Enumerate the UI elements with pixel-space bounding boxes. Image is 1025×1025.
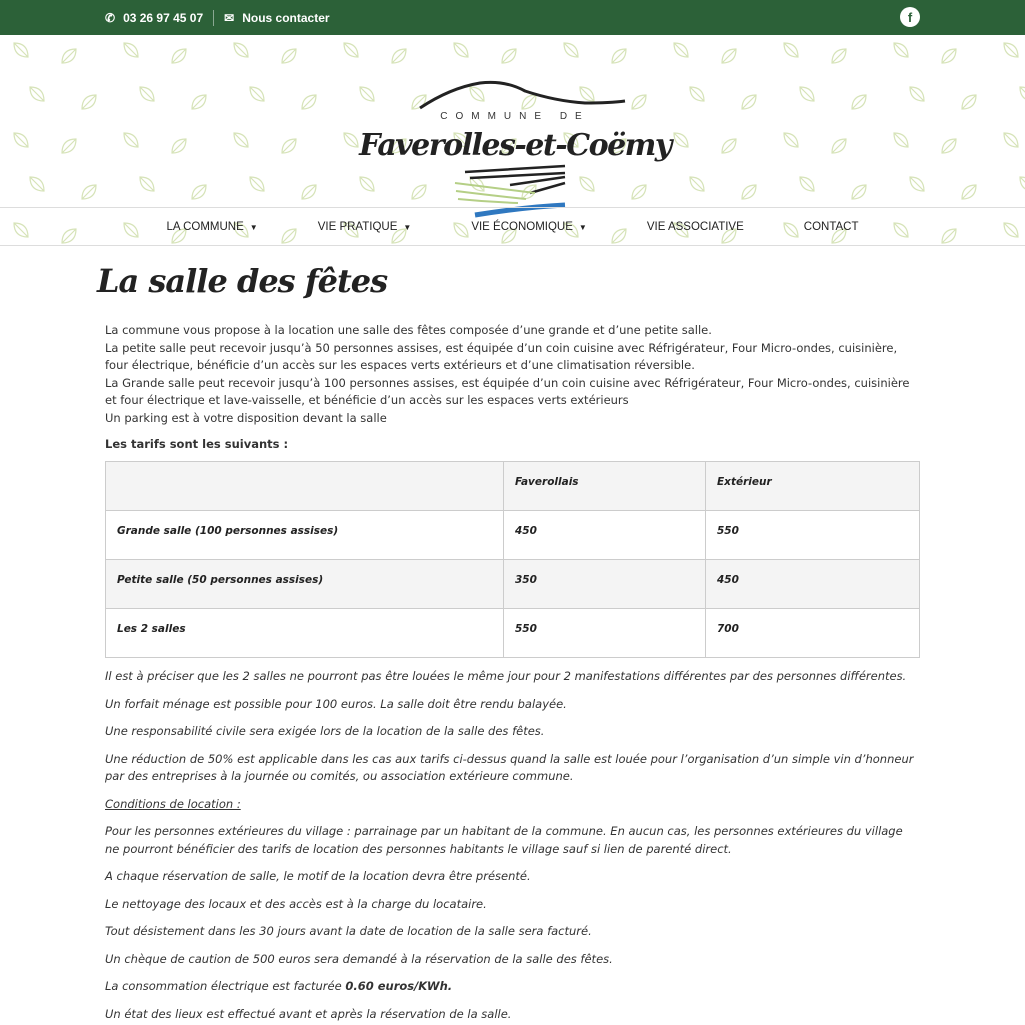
logo-line2: Faverolles-et-Coëmy xyxy=(359,128,671,163)
caret-down-icon: ▼ xyxy=(578,222,587,232)
intro-line: La commune vous propose à la location une salle des fêtes composée d’une grande et d’une petite salle. xyxy=(105,323,712,337)
main-nav xyxy=(0,207,1025,246)
table-header-row xyxy=(106,462,920,511)
top-bar xyxy=(0,0,1025,35)
nav-label: CONTACT xyxy=(803,221,859,233)
note: Une responsabilité civile sera exigée lors de la location de la salle des fêtes. xyxy=(105,724,545,738)
nav-vie-associative[interactable] xyxy=(617,221,774,233)
table-cell: 450 xyxy=(706,560,920,609)
caret-down-icon: ▼ xyxy=(403,222,412,232)
intro-text xyxy=(105,322,920,427)
logo-line1: COMMUNE DE xyxy=(440,111,590,122)
table-row xyxy=(106,511,920,560)
divider xyxy=(213,10,214,26)
condition: Un chèque de caution de 500 euros sera demandé à la réservation de la salle des fêtes. xyxy=(105,951,613,966)
table-cell: Extérieur xyxy=(706,462,920,511)
site-header xyxy=(0,35,1025,246)
table-cell: 450 xyxy=(504,511,706,560)
condition: Tout désistement dans les 30 jours avant la date de location de la salle sera facturé. xyxy=(105,924,592,938)
table-cell: Petite salle (50 personnes assises) xyxy=(106,560,504,609)
intro-line: Un parking est à votre disposition devant la salle xyxy=(105,410,387,425)
contact-label: Nous contacter xyxy=(242,10,330,25)
phone-icon: ✆ xyxy=(105,10,116,25)
note: Un forfait ménage est possible pour 100 euros. La salle doit être rendu balayée. xyxy=(105,696,567,711)
envelope-icon: ✉ xyxy=(224,10,235,25)
notes xyxy=(105,668,920,1023)
nav-label: VIE PRATIQUE xyxy=(317,221,398,233)
condition: Pour les personnes extérieures du village : parrainage par un habitant de la commune. En aucun cas, les personnes extérieures du village ne pourront bénéficier des tarifs de location des personnes habitants le village sauf si lien de parenté direct. xyxy=(105,824,903,856)
table-cell: Grande salle (100 personnes assises) xyxy=(106,511,504,560)
table-row xyxy=(106,609,920,658)
nav-label: VIE ASSOCIATIVE xyxy=(646,221,744,233)
electric-note xyxy=(105,978,920,996)
tarifs-table xyxy=(105,461,920,658)
nav-label: LA COMMUNE xyxy=(166,221,244,233)
page-title: La salle des fêtes xyxy=(97,262,388,300)
caret-down-icon: ▼ xyxy=(249,222,258,232)
intro-line: La Grande salle peut recevoir jusqu’à 100 personnes assises, est équipée d’un coin cuisine avec Réfrigérateur, Four Micro-ondes, cuisinière et four électrique et lave-vaisselle, et bénéficie d’un accès sur les espaces verts extérieurs xyxy=(105,375,910,407)
condition: Le nettoyage des locaux et des accès est à la charge du locataire. xyxy=(105,896,487,911)
main-content xyxy=(0,262,1025,1023)
phone-number: 03 26 97 45 07 xyxy=(123,10,204,25)
conditions-heading: Conditions de location : xyxy=(105,796,241,811)
table-cell: 550 xyxy=(706,511,920,560)
nav-label: VIE ÉCONOMIQUE xyxy=(471,221,573,233)
intro-line: La petite salle peut recevoir jusqu’à 50 personnes assises, est équipée d’un coin cuisine avec Réfrigérateur, Four Micro-ondes, cuisinière, four électrique, bénéficie d’un accès sur les espaces verts extérieurs et d’une climatisation réversible. xyxy=(105,340,898,372)
phone-link[interactable] xyxy=(105,11,203,25)
table-cell xyxy=(106,462,504,511)
electric-text: La consommation électrique est facturée xyxy=(105,979,346,993)
facebook-icon[interactable]: f xyxy=(900,7,920,27)
table-cell: 700 xyxy=(706,609,920,658)
table-cell: Faverollais xyxy=(504,462,706,511)
table-cell: 350 xyxy=(504,560,706,609)
nav-vie-pratique[interactable] xyxy=(288,221,442,233)
electric-price: 0.60 euros/KWh. xyxy=(345,979,453,993)
nav-contact[interactable] xyxy=(774,221,889,233)
table-row xyxy=(106,560,920,609)
table-cell: 550 xyxy=(504,609,706,658)
condition: A chaque réservation de salle, le motif de la location devra être présenté. xyxy=(105,869,531,883)
tarifs-heading: Les tarifs sont les suivants : xyxy=(105,437,289,451)
contact-link[interactable] xyxy=(224,11,329,25)
note: Il est à préciser que les 2 salles ne pourront pas être louées le même jour pour 2 manifestations différentes par des personnes différentes. xyxy=(105,669,907,683)
nav-la-commune[interactable] xyxy=(136,221,287,233)
note: Une réduction de 50% est applicable dans les cas aux tarifs ci-dessus quand la salle est louée pour l’organisation d’un simple vin d’honneur par des entreprises à la journée ou comités, ou association extérieure commune. xyxy=(105,751,914,783)
nav-vie-economique[interactable] xyxy=(441,221,617,233)
condition: Un état des lieux est effectué avant et après la réservation de la salle. xyxy=(105,1006,512,1021)
table-cell: Les 2 salles xyxy=(106,609,504,658)
site-logo[interactable] xyxy=(359,75,671,225)
